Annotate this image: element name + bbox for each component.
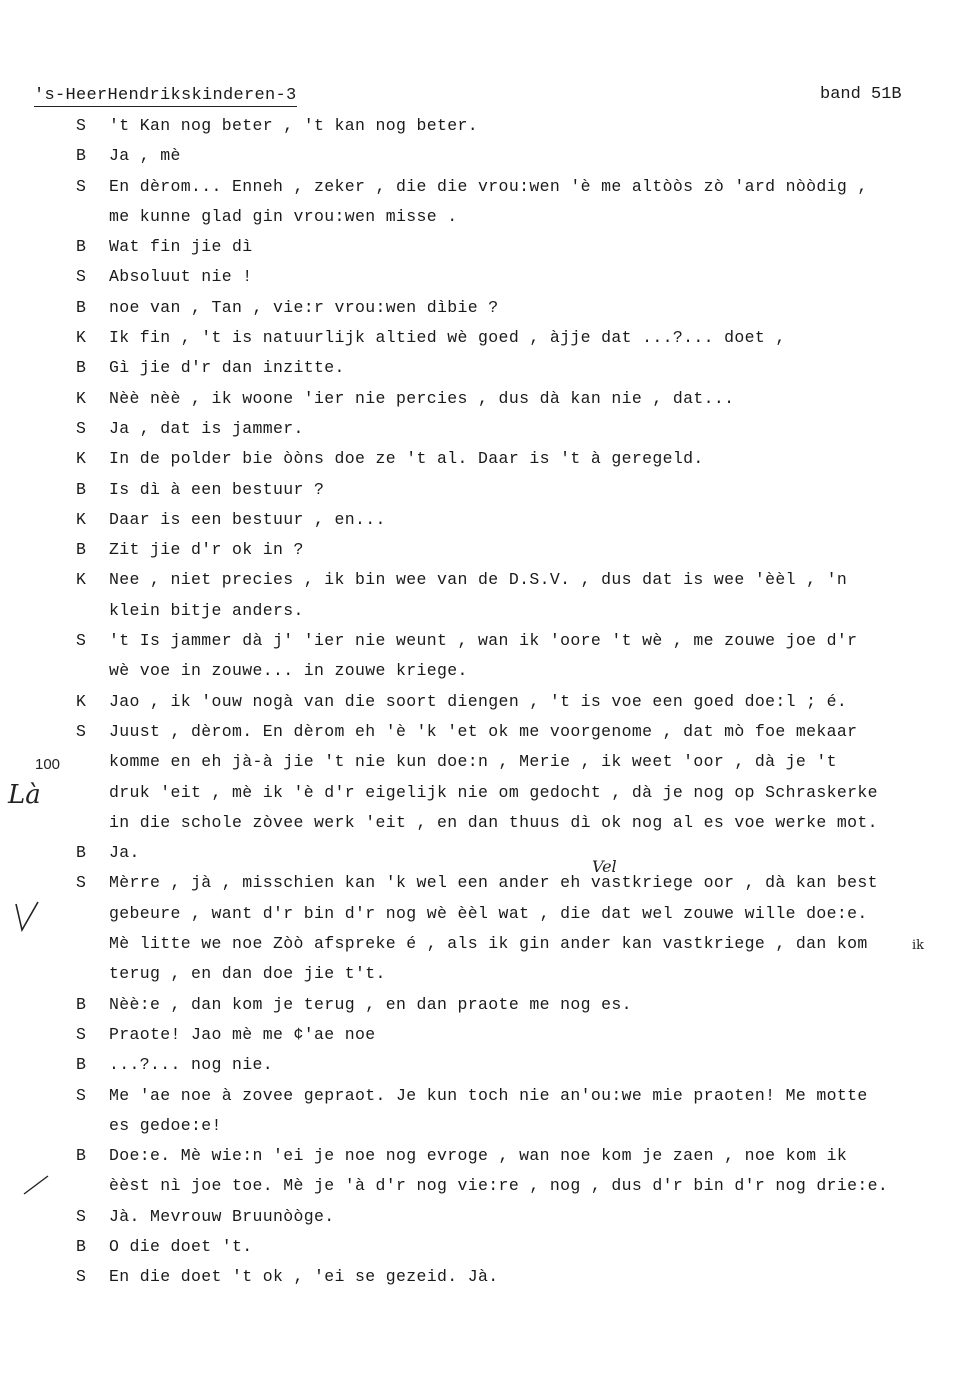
- transcript-line: [0, 934, 973, 964]
- transcript-line: [0, 328, 973, 358]
- transcript-line: [0, 873, 973, 903]
- speaker-label: S: [76, 1024, 86, 1044]
- transcript-line: [0, 995, 973, 1025]
- transcript-line: [0, 1237, 973, 1267]
- speaker-label: B: [76, 540, 86, 560]
- line-text: èèst nì joe toe. Mè je 'à d'r nog vie:re , nog , dus d'r bin d'r nog drie:e.: [109, 1176, 889, 1196]
- transcript-line: [0, 1086, 973, 1116]
- transcript-line: [0, 419, 973, 449]
- speaker-label: B: [76, 146, 86, 166]
- transcript-line: [0, 1116, 973, 1146]
- transcript-line: [0, 722, 973, 752]
- transcript-line: [0, 267, 973, 297]
- line-text: Doe:e. Mè wie:n 'ei je noe nog evroge , wan noe kom je zaen , noe kom ik: [109, 1146, 848, 1166]
- line-text: Zit jie d'r ok in ?: [109, 540, 304, 560]
- line-text: Mè litte we noe Zòò afspreke é , als ik gin ander kan vastkriege , dan kom: [109, 934, 868, 954]
- transcript-line: [0, 1176, 973, 1206]
- transcript-line: [0, 1267, 973, 1297]
- speaker-label: K: [76, 570, 86, 590]
- speaker-label: B: [76, 297, 86, 317]
- line-text: En die doet 't ok , 'ei se gezeid. Jà.: [109, 1267, 499, 1287]
- transcript-line: [0, 146, 973, 176]
- speaker-label: S: [76, 418, 86, 438]
- speaker-label: S: [76, 1085, 86, 1105]
- transcript-line: [0, 1055, 973, 1085]
- transcript-line: [0, 1146, 973, 1176]
- transcript-line: [0, 904, 973, 934]
- speaker-label: K: [76, 328, 86, 348]
- speaker-label: S: [76, 1267, 86, 1287]
- transcript-line: [0, 358, 973, 388]
- speaker-label: B: [76, 237, 86, 257]
- line-text: wè voe in zouwe... in zouwe kriege.: [109, 661, 468, 681]
- speaker-label: S: [76, 176, 86, 196]
- transcript-line: [0, 843, 973, 873]
- margin-line-number: 100: [35, 756, 61, 773]
- line-text: klein bitje anders.: [109, 600, 304, 620]
- line-text: komme en eh jà-à jie 't nie kun doe:n , Merie , ik weet 'oor , dà je 't: [109, 752, 837, 772]
- line-text: Nee , niet precies , ik bin wee van de D.S.V. , dus dat is wee 'èèl , 'n: [109, 570, 848, 590]
- transcript-line: [0, 601, 973, 631]
- transcript-line: [0, 783, 973, 813]
- line-text: Ja , dat is jammer.: [109, 418, 304, 438]
- speaker-label: S: [76, 631, 86, 651]
- transcript-line: [0, 570, 973, 600]
- line-text: Gì jie d'r dan inzitte.: [109, 358, 345, 378]
- line-text: Ja , mè: [109, 146, 181, 166]
- speaker-label: S: [76, 116, 86, 135]
- line-text: Jao , ik 'ouw nogà van die soort diengen , 't is voe een goed doe:l ; é.: [109, 691, 848, 711]
- line-text: ...?... nog nie.: [109, 1055, 274, 1075]
- transcript-line: [0, 1207, 973, 1237]
- line-text: Is dì à een bestuur ?: [109, 479, 325, 499]
- line-text: gebeure , want d'r bin d'r nog wè èèl wat , die dat wel zouwe wille doe:e.: [109, 903, 868, 923]
- speaker-label: B: [76, 1236, 86, 1256]
- transcript-line: [0, 177, 973, 207]
- transcript-line: [0, 207, 973, 237]
- line-text: druk 'eit , mè ik 'è d'r eigelijk nie om gedocht , dà je nog op Schraskerke: [109, 782, 878, 802]
- transcript-line: [0, 631, 973, 661]
- speaker-label: S: [76, 1206, 86, 1226]
- speaker-label: S: [76, 873, 86, 893]
- speaker-label: B: [76, 358, 86, 378]
- transcript-line: [0, 692, 973, 722]
- slash-mark-icon: [22, 1172, 50, 1198]
- speaker-label: K: [76, 388, 86, 408]
- line-text: es gedoe:e!: [109, 1115, 222, 1135]
- speaker-label: B: [76, 1055, 86, 1075]
- speaker-label: B: [76, 994, 86, 1014]
- line-text: me kunne glad gin vrou:wen misse .: [109, 206, 458, 226]
- transcript-line: [0, 752, 973, 782]
- line-text: Jà. Mevrouw Bruunòòge.: [109, 1206, 335, 1226]
- check-mark-icon: [14, 900, 40, 934]
- line-text: Nèè nèè , ik woone 'ier nie percies , dus dà kan nie , dat...: [109, 388, 735, 408]
- line-text: Nèè:e , dan kom je terug , en dan praote me nog es.: [109, 994, 632, 1014]
- transcript-line: [0, 813, 973, 843]
- speaker-label: B: [76, 479, 86, 499]
- line-text: O die doet 't.: [109, 1236, 253, 1256]
- line-text: terug , en dan doe jie t't.: [109, 964, 386, 984]
- line-text: En dèrom... Enneh , zeker , die die vrou:wen 'è me altòòs zò 'ard nòòdig ,: [109, 176, 868, 196]
- transcript-line: [0, 237, 973, 267]
- speaker-label: S: [76, 267, 86, 287]
- transcript-line: [0, 964, 973, 994]
- line-text: 't Is jammer dà j' 'ier nie weunt , wan ik 'oore 't wè , me zouwe joe d'r: [109, 631, 858, 651]
- document-title: 's-HeerHendrikskinderen-3: [34, 86, 297, 105]
- transcript-line: [0, 1025, 973, 1055]
- speaker-label: B: [76, 1146, 86, 1166]
- line-text: Me 'ae noe à zovee gepraot. Je kun toch nie an'ou:we mie praoten! Me motte: [109, 1085, 868, 1105]
- margin-note-ik: ik: [912, 938, 925, 953]
- speaker-label: K: [76, 449, 86, 469]
- transcript-line: [0, 480, 973, 510]
- band-label: band 51B: [820, 85, 902, 104]
- line-text: Ik fin , 't is natuurlijk altied wè goed , àjje dat ...?... doet ,: [109, 328, 786, 348]
- line-text: 't Kan nog beter , 't kan nog beter.: [109, 116, 479, 135]
- transcript-line: [0, 389, 973, 419]
- inline-note-vel: Vel: [592, 857, 617, 876]
- transcript-line: [0, 510, 973, 540]
- line-text: Praote! Jao mè me ¢'ae noe: [109, 1024, 376, 1044]
- line-text: noe van , Tan , vie:r vrou:wen dìbie ?: [109, 297, 499, 317]
- transcript-lines: [0, 116, 973, 1298]
- speaker-label: K: [76, 691, 86, 711]
- transcript-line: [0, 449, 973, 479]
- speaker-label: S: [76, 721, 86, 741]
- margin-note-la: Là: [8, 780, 41, 810]
- margin-check-mark: [14, 900, 40, 941]
- margin-slash-mark: [22, 1172, 50, 1202]
- line-text: in die schole zòvee werk 'eit , en dan thuus dì ok nog al es voe werke mot.: [109, 812, 878, 832]
- speaker-label: B: [76, 843, 86, 863]
- line-text: Daar is een bestuur , en...: [109, 509, 386, 529]
- speaker-label: K: [76, 509, 86, 529]
- transcript-line: [0, 661, 973, 691]
- line-text: In de polder bie òòns doe ze 't al. Daar is 't à geregeld.: [109, 449, 704, 469]
- line-text: Juust , dèrom. En dèrom eh 'è 'k 'et ok me voorgenome , dat mò foe mekaar: [109, 721, 858, 741]
- transcript-line: [0, 116, 973, 146]
- line-text: Mèrre , jà , misschien kan 'k wel een ander eh vastkriege oor , dà kan best: [109, 873, 878, 893]
- line-text: Wat fin jie dì: [109, 237, 253, 257]
- transcript-line: [0, 540, 973, 570]
- line-text: Ja.: [109, 843, 140, 863]
- line-text: Absoluut nie !: [109, 267, 253, 287]
- transcript-line: [0, 298, 973, 328]
